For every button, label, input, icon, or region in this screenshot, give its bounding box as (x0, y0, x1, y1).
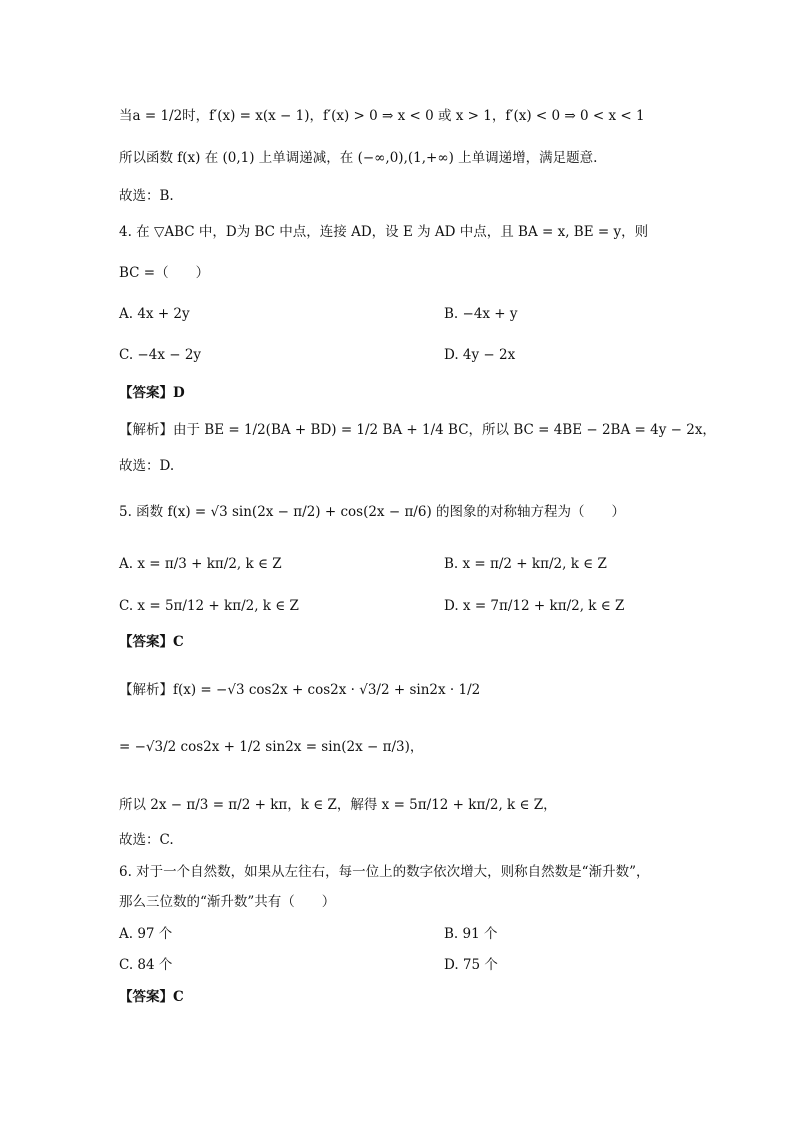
option-c: C. x = 5π/12 + kπ/2, k ∈ Z (119, 598, 299, 614)
answer-label: 【答案】C (119, 634, 184, 650)
option-d: D. 4y − 2x (444, 347, 516, 363)
question-6-stem-cont: 那么三位数的“渐升数”共有（ ） (119, 894, 336, 910)
option-a: A. x = π/3 + kπ/2, k ∈ Z (119, 556, 282, 572)
text-line: 当a = 1/2时，f′(x) = x(x − 1)，f′(x) > 0 ⇒ x < 0 或 x > 1，f′(x) < 0 ⇒ 0 < x < 1 (119, 108, 645, 124)
option-b: B. −4x + y (444, 306, 518, 322)
analysis-text: 【解析】由于 BE = 1/2(BA + BD) = 1/2 BA + 1/4 BC，所以 BC = 4BE − 2BA = 4y − 2x， (119, 422, 716, 438)
option-d: D. x = 7π/12 + kπ/2, k ∈ Z (444, 598, 625, 614)
answer-label: 【答案】C (119, 989, 184, 1005)
question-6-stem: 6. 对于一个自然数，如果从左往右，每一位上的数字依次增大，则称自然数是“渐升数”， (119, 864, 650, 880)
option-d: D. 75 个 (444, 957, 498, 973)
option-c: C. 84 个 (119, 957, 173, 973)
conclusion-text: 故选：C. (119, 832, 174, 848)
option-a: A. 97 个 (119, 926, 173, 942)
answer-label: 【答案】D (119, 385, 185, 401)
option-b: B. 91 个 (444, 926, 498, 942)
analysis-text: 所以 2x − π/3 = π/2 + kπ，k ∈ Z，解得 x = 5π/12 + kπ/2, k ∈ Z， (119, 797, 557, 813)
text-line: 所以函数 f(x) 在 (0,1) 上单调递减，在 (−∞,0),(1,+∞) 上单调递增，满足题意. (119, 150, 598, 166)
option-c: C. −4x − 2y (119, 347, 202, 363)
question-5-stem: 5. 函数 f(x) = √3 sin(2x − π/2) + cos(2x − π/6) 的图象的对称轴方程为（ ） (119, 504, 626, 520)
text-line: 故选：B. (119, 188, 174, 204)
analysis-text: = −√3/2 cos2x + 1/2 sin2x = sin(2x − π/3)， (119, 739, 424, 755)
option-b: B. x = π/2 + kπ/2, k ∈ Z (444, 556, 607, 572)
analysis-text: 【解析】f(x) = −√3 cos2x + cos2x · √3/2 + sin2x · 1/2 (119, 682, 481, 698)
option-a: A. 4x + 2y (119, 306, 190, 322)
question-4-stem-cont: BC =（ ） (119, 265, 210, 281)
conclusion-text: 故选：D. (119, 458, 175, 474)
question-4-stem: 4. 在 ▽ABC 中，D为 BC 中点，连接 AD，设 E 为 AD 中点，且 BA = x, BE = y，则 (119, 224, 649, 240)
